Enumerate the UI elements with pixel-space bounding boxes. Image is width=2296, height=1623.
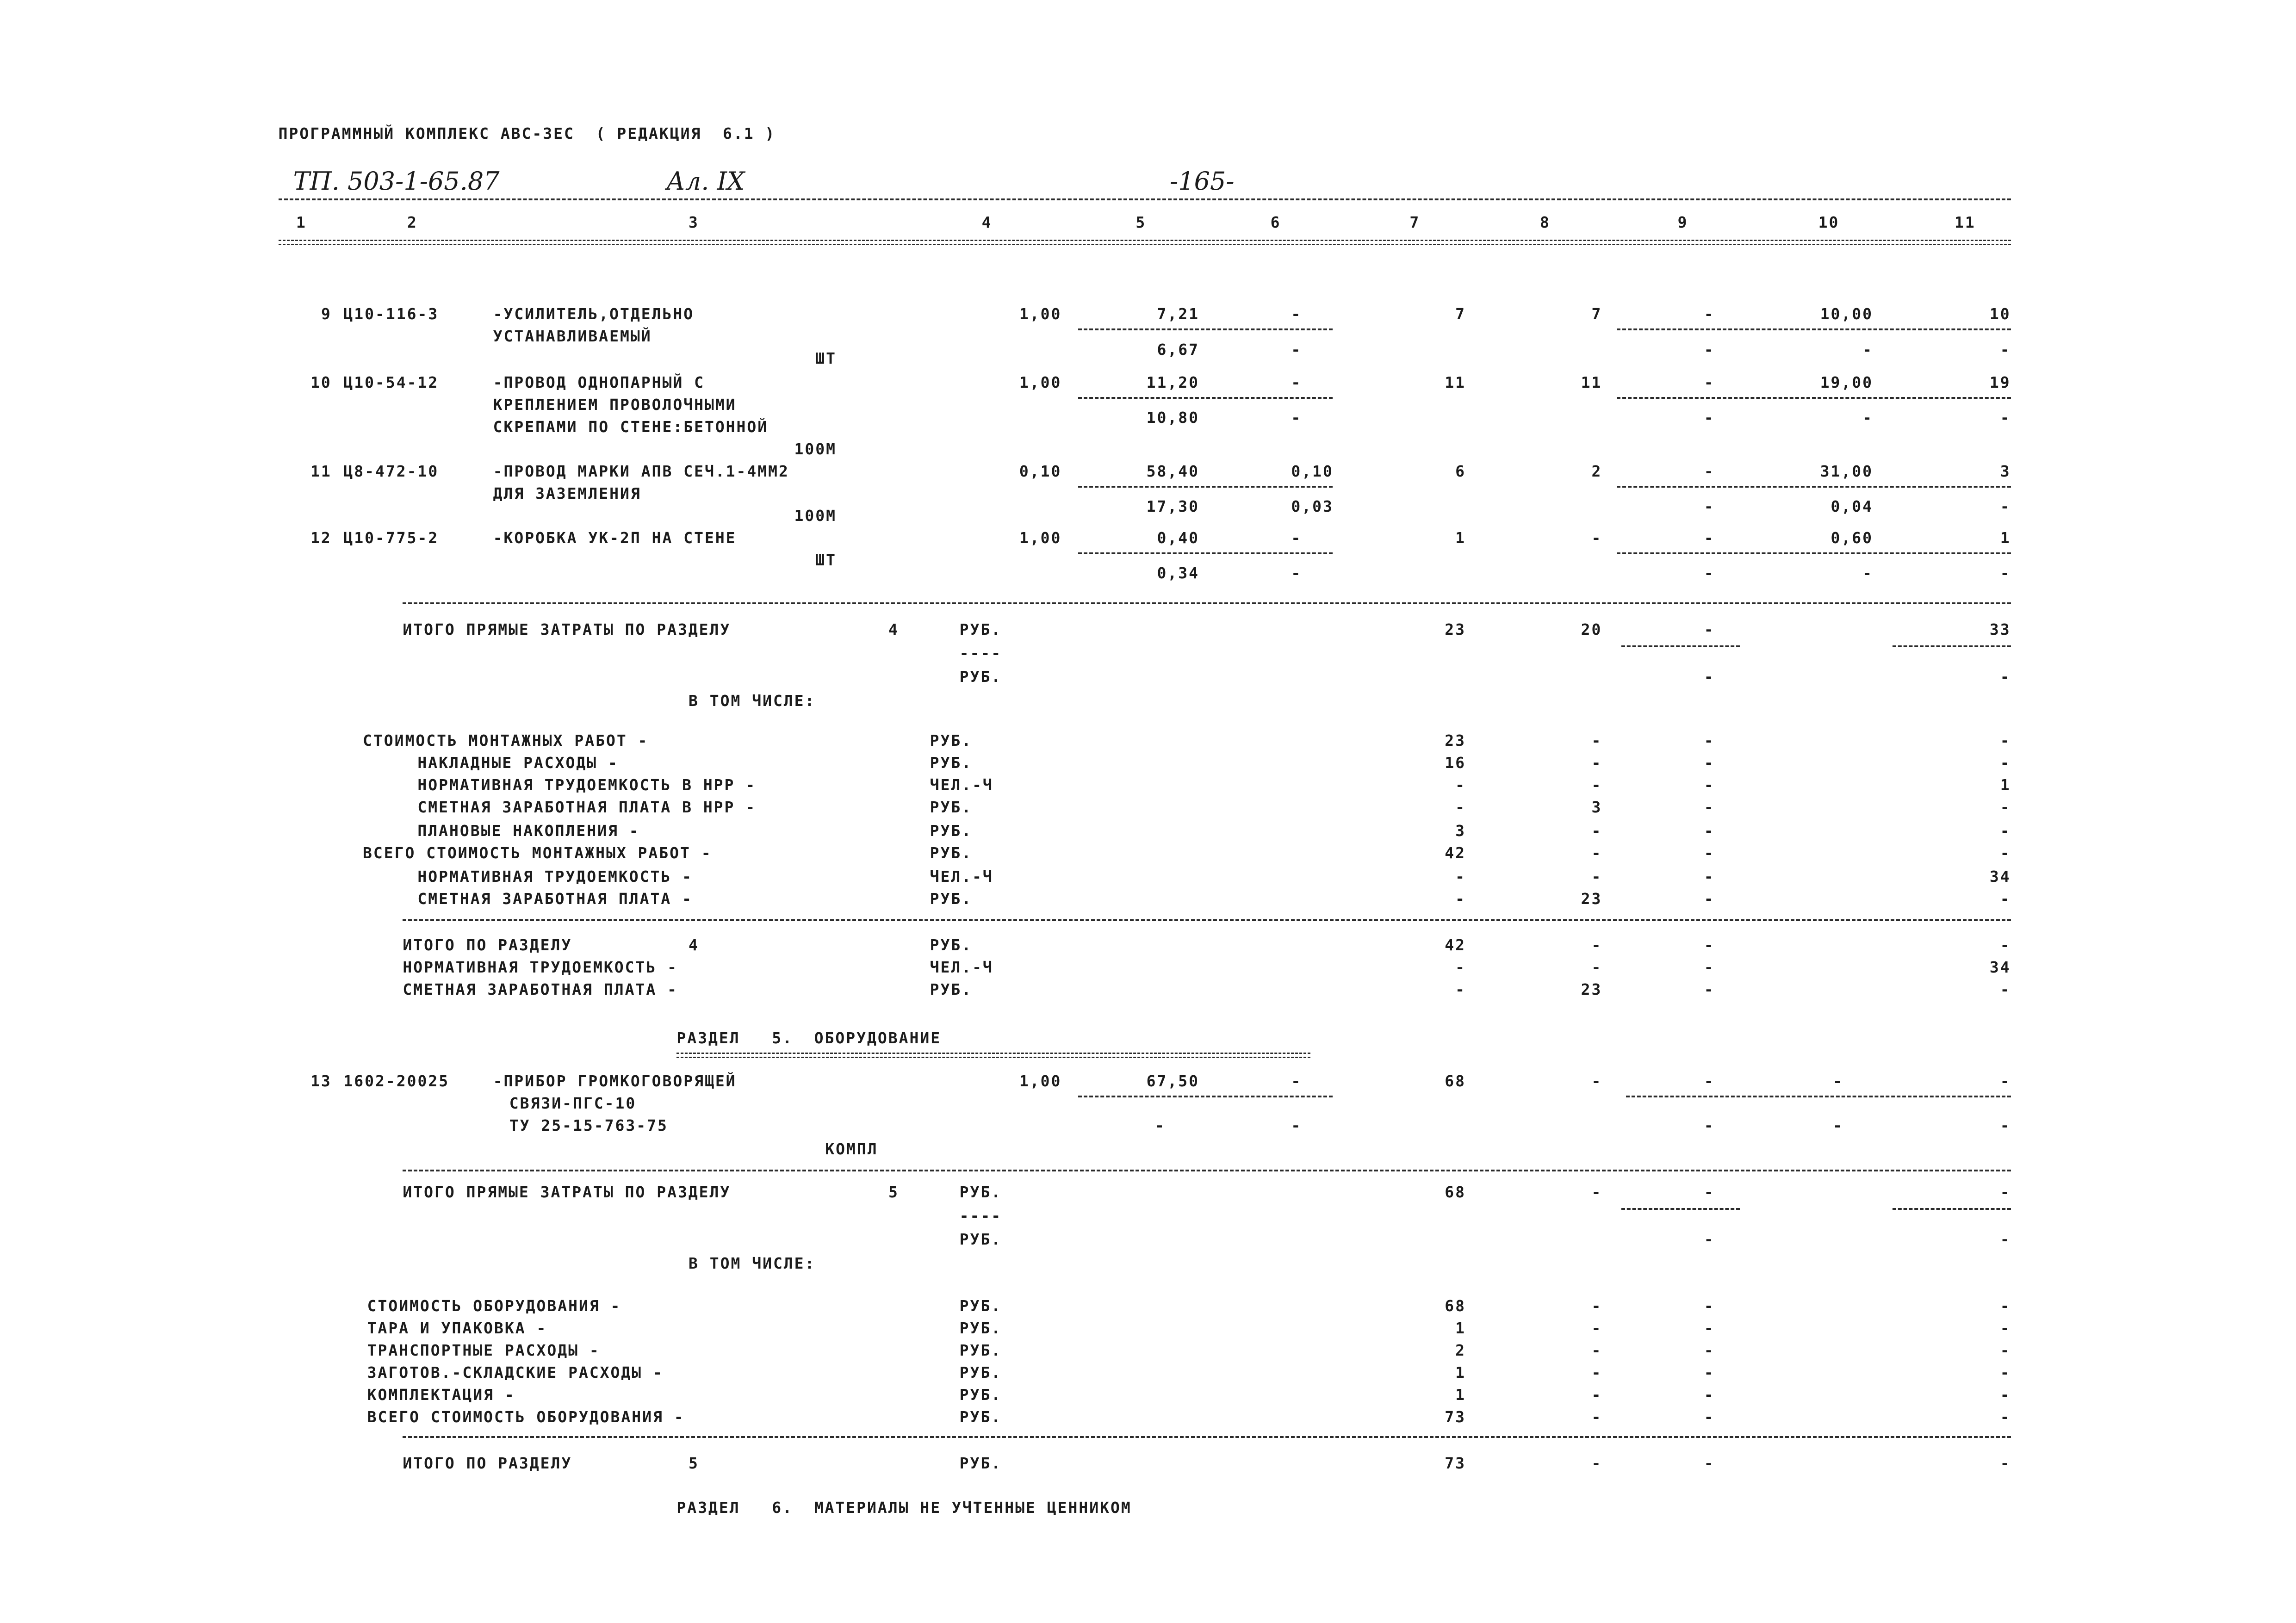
item-13-c10-bottom: - — [1833, 1116, 1843, 1134]
item-9-c7: 7 — [1455, 305, 1466, 323]
item-12-c6-bottom: - — [1291, 564, 1302, 582]
item-12-c5-bottom: 0,34 — [1157, 564, 1199, 582]
section5-row-c8: - — [1591, 1408, 1602, 1426]
section4-row-c8: - — [1591, 731, 1602, 750]
item-13-c9-top: - — [1704, 1072, 1715, 1090]
section4-direct-total-label: ИТОГО ПРЯМЫЕ ЗАТРАТЫ ПО РАЗДЕЛУ — [403, 620, 731, 638]
section4-total-c9: - — [1704, 980, 1715, 998]
section4-row-label: ПЛАНОВЫЕ НАКОПЛЕНИЯ - — [417, 822, 640, 840]
column-header-10: 10 — [1818, 213, 1840, 231]
item-11-c7: 6 — [1455, 462, 1466, 480]
section5-direct-total-c9-rule — [1621, 1208, 1740, 1210]
item-9-unit: ШТ — [815, 349, 837, 368]
section4-row-c9: - — [1704, 867, 1715, 886]
section5-row-c9: - — [1704, 1319, 1715, 1338]
section5-row-unit: РУБ. — [959, 1297, 1002, 1315]
item-9-c9-bottom: - — [1704, 341, 1715, 359]
item-10-c9-bottom: - — [1704, 409, 1715, 427]
section4-direct-total-c11-rule — [1893, 645, 2011, 647]
section4-row-label: НАКЛАДНЫЕ РАСХОДЫ - — [417, 754, 619, 772]
doc-code: ТП. 503-1-65.87 — [293, 166, 500, 196]
section4-rows-rule — [403, 919, 2011, 921]
items-rule — [403, 602, 2011, 604]
column-header-4: 4 — [981, 213, 993, 231]
column-header-5: 5 — [1136, 213, 1147, 231]
section4-row-c7: 23 — [1445, 731, 1466, 750]
section4-total-unit: ЧЕЛ.-Ч — [930, 958, 993, 976]
item-11-c10-bottom: 0,04 — [1831, 497, 1873, 516]
section4-row-label: СМЕТНАЯ ЗАРАБОТНАЯ ПЛАТА - — [417, 890, 693, 908]
section5-row-c9: - — [1704, 1386, 1715, 1404]
item-12-c9-bottom: - — [1704, 564, 1715, 582]
section5-heading-rule — [676, 1053, 1310, 1058]
item-10-c9-11-rule — [1617, 397, 2011, 399]
section5-row-c9: - — [1704, 1408, 1715, 1426]
item-9-c6-top: - — [1291, 305, 1302, 323]
section4-row-c7: - — [1455, 867, 1466, 886]
item-12-c10-top: 0,60 — [1831, 528, 1873, 547]
section4-total-c9: - — [1704, 958, 1715, 976]
item-10-unit: 100М — [794, 440, 837, 458]
section5-row-c7: 1 — [1455, 1319, 1466, 1338]
section4-row-c8: 23 — [1581, 890, 1602, 908]
section5-row-label: ЗАГОТОВ.-СКЛАДСКИЕ РАСХОДЫ - — [367, 1363, 664, 1382]
section4-row-label: НОРМАТИВНАЯ ТРУДОЕМКОСТЬ В НРР - — [417, 776, 757, 794]
item-11-code: Ц8-472-10 — [343, 462, 439, 480]
section4-total-c7: 42 — [1445, 935, 1466, 954]
section4-row-c8: - — [1591, 867, 1602, 886]
section5-row-unit: РУБ. — [959, 1386, 1002, 1404]
section4-total-c11: - — [2000, 980, 2011, 998]
item-9-c6-bottom: - — [1291, 341, 1302, 359]
item-11-c9-bottom: - — [1704, 497, 1715, 516]
section4-row-c8: - — [1591, 844, 1602, 862]
item-10-name-line: -ПРОВОД ОДНОПАРНЫЙ С — [493, 373, 705, 391]
section4-row-c8: - — [1591, 754, 1602, 772]
item-11-c6-top: 0,10 — [1291, 462, 1334, 480]
section4-row-c11: - — [2000, 731, 2011, 750]
section4-row-unit: РУБ. — [930, 844, 973, 862]
section5-direct-total-c11-rule — [1893, 1208, 2011, 1210]
item-13-name-line: -ПРИБОР ГРОМКОГОВОРЯЩЕЙ — [493, 1072, 737, 1090]
section5-total-c8: - — [1591, 1454, 1602, 1472]
item-10-c6-bottom: - — [1291, 409, 1302, 427]
section5-row-c11: - — [2000, 1319, 2011, 1338]
item-11-c11-bottom: - — [2000, 497, 2011, 516]
section4-row-c11: - — [2000, 890, 2011, 908]
item-9-name-line: -УСИЛИТЕЛЬ,ОТДЕЛЬНО — [493, 305, 695, 323]
section4-row-c7: - — [1455, 798, 1466, 816]
item-10-c9-top: - — [1704, 373, 1715, 391]
item-12-c8: - — [1591, 528, 1602, 547]
section4-row-unit: РУБ. — [930, 731, 973, 750]
section4-total-num: 4 — [689, 935, 699, 954]
section5-row-c7: 68 — [1445, 1297, 1466, 1315]
section4-direct-total-c8: 20 — [1581, 620, 1602, 638]
section5-row-c8: - — [1591, 1363, 1602, 1382]
item-11-c5-bottom: 17,30 — [1146, 497, 1199, 516]
section5-total-unit: РУБ. — [959, 1454, 1002, 1472]
header-rule-top — [279, 198, 2011, 200]
item-13-c6-bottom: - — [1291, 1116, 1302, 1134]
item-13-c5-bottom: - — [1155, 1116, 1166, 1134]
section4-total-c7: - — [1455, 980, 1466, 998]
section5-row-c11: - — [2000, 1363, 2011, 1382]
section5-total-c11: - — [2000, 1454, 2011, 1472]
item-13-c11-bottom: - — [2000, 1116, 2011, 1134]
item-13-number: 13 — [310, 1072, 332, 1090]
section4-total-c11: - — [2000, 935, 2011, 954]
column-header-8: 8 — [1540, 213, 1551, 231]
section4-direct-total-c9-rule — [1621, 645, 1740, 647]
item-11-name-line: ДЛЯ ЗАЗЕМЛЕНИЯ — [493, 484, 641, 502]
section4-row-c8: - — [1591, 822, 1602, 840]
column-header-9: 9 — [1677, 213, 1688, 231]
item-13-name-line: ТУ 25-15-763-75 — [509, 1116, 668, 1134]
column-header-6: 6 — [1270, 213, 1281, 231]
section4-direct-total-c9-bottom: - — [1704, 668, 1715, 686]
section5-row-c9: - — [1704, 1297, 1715, 1315]
item-13-name-line: СВЯЗИ-ПГС-10 — [509, 1094, 637, 1112]
section5-total-label: ИТОГО ПО РАЗДЕЛУ — [403, 1454, 572, 1472]
item-12-c9-11-rule — [1617, 552, 2011, 554]
column-header-3: 3 — [689, 213, 699, 231]
section4-direct-total-unit: РУБ. — [959, 620, 1002, 638]
item-13-c5-top: 67,50 — [1146, 1072, 1199, 1090]
section4-total-label: СМЕТНАЯ ЗАРАБОТНАЯ ПЛАТА - — [403, 980, 678, 998]
section4-row-c11: - — [2000, 844, 2011, 862]
section5-row-unit: РУБ. — [959, 1408, 1002, 1426]
section4-row-c9: - — [1704, 798, 1715, 816]
section5-row-c7: 2 — [1455, 1341, 1466, 1360]
section5-direct-total-c9-bottom: - — [1704, 1230, 1715, 1249]
section4-direct-total-c7: 23 — [1445, 620, 1466, 638]
section4-direct-total-mid: ---- — [959, 644, 1002, 663]
section5-row-label: ТРАНСПОРТНЫЕ РАСХОДЫ - — [367, 1341, 600, 1360]
section4-row-unit: РУБ. — [930, 890, 973, 908]
section5-row-c11: - — [2000, 1386, 2011, 1404]
item-11-c9-top: - — [1704, 462, 1715, 480]
section4-total-c8: - — [1591, 958, 1602, 976]
item-11-c8: 2 — [1591, 462, 1602, 480]
item-10-c5-top: 11,20 — [1146, 373, 1199, 391]
section4-row-c11: 1 — [2000, 776, 2011, 794]
section4-row-label: СМЕТНАЯ ЗАРАБОТНАЯ ПЛАТА В НРР - — [417, 798, 757, 816]
item-10-c5-bottom: 10,80 — [1146, 409, 1199, 427]
item-11-c5-top: 58,40 — [1146, 462, 1199, 480]
section5-total-num: 5 — [689, 1454, 699, 1472]
section5-row-c8: - — [1591, 1386, 1602, 1404]
section4-row-c9: - — [1704, 844, 1715, 862]
section4-total-unit: РУБ. — [930, 935, 973, 954]
section5-direct-total-c7: 68 — [1445, 1183, 1466, 1201]
item-13-qty: 1,00 — [1019, 1072, 1062, 1090]
section4-row-c9: - — [1704, 822, 1715, 840]
item-11-unit: 100М — [794, 506, 837, 525]
item-10-name-line: СКРЕПАМИ ПО СТЕНЕ:БЕТОННОЙ — [493, 417, 769, 436]
section5-row-unit: РУБ. — [959, 1341, 1002, 1360]
section5-row-label: ТАРА И УПАКОВКА - — [367, 1319, 547, 1338]
item-13-c9-bottom: - — [1704, 1116, 1715, 1134]
item-9-c9-11-rule — [1617, 328, 2011, 330]
item-9-c11-top: 10 — [1989, 305, 2011, 323]
item-9-c56-rule — [1078, 328, 1333, 330]
item-13-c10-top: - — [1833, 1072, 1843, 1090]
section5-row-c8: - — [1591, 1297, 1602, 1315]
section5-row-label: ВСЕГО СТОИМОСТЬ ОБОРУДОВАНИЯ - — [367, 1408, 685, 1426]
item-12-c7: 1 — [1455, 528, 1466, 547]
item-11-c6-bottom: 0,03 — [1291, 497, 1334, 516]
section5-row-c8: - — [1591, 1319, 1602, 1338]
item-10-code: Ц10-54-12 — [343, 373, 439, 391]
section5-rows-rule — [403, 1436, 2011, 1438]
section4-incl-label: В ТОМ ЧИСЛЕ: — [689, 691, 816, 710]
item-10-c8: 11 — [1581, 373, 1602, 391]
item-12-c9-top: - — [1704, 528, 1715, 547]
item-9-c10-bottom: - — [1862, 341, 1873, 359]
item-11-name-line: -ПРОВОД МАРКИ АПВ СЕЧ.1-4ММ2 — [493, 462, 789, 480]
item-10-c6-top: - — [1291, 373, 1302, 391]
item-10-c10-top: 19,00 — [1820, 373, 1873, 391]
section5-row-unit: РУБ. — [959, 1319, 1002, 1338]
item-10-c7: 11 — [1445, 373, 1466, 391]
item-13-code: 1602-20025 — [343, 1072, 450, 1090]
section4-direct-total-c9-top: - — [1704, 620, 1715, 638]
item-13-c9-11-rule — [1626, 1096, 2011, 1097]
item-10-c11-bottom: - — [2000, 409, 2011, 427]
section5-item-rule — [403, 1170, 2011, 1171]
section5-row-c9: - — [1704, 1341, 1715, 1360]
section5-direct-total-mid: ---- — [959, 1207, 1002, 1225]
section4-row-c11: 34 — [1989, 867, 2011, 886]
item-11-c11-top: 3 — [2000, 462, 2011, 480]
item-12-c6-top: - — [1291, 528, 1302, 547]
section5-heading: РАЗДЕЛ 5. ОБОРУДОВАНИЕ — [676, 1029, 942, 1047]
item-10-c56-rule — [1078, 397, 1333, 399]
section4-direct-total-c11-bottom: - — [2000, 668, 2011, 686]
section4-total-unit: РУБ. — [930, 980, 973, 998]
section4-total-c7: - — [1455, 958, 1466, 976]
item-10-c11-top: 19 — [1989, 373, 2011, 391]
section4-row-c11: - — [2000, 822, 2011, 840]
section5-direct-total-c11-bottom: - — [2000, 1230, 2011, 1249]
column-header-1: 1 — [296, 213, 307, 231]
item-10-number: 10 — [310, 373, 332, 391]
column-header-7: 7 — [1409, 213, 1421, 231]
item-13-unit: КОМПЛ — [825, 1140, 878, 1158]
section5-row-c7: 1 — [1455, 1386, 1466, 1404]
section5-direct-total-unit2: РУБ. — [959, 1230, 1002, 1249]
section5-row-c11: - — [2000, 1341, 2011, 1360]
section4-total-c8: - — [1591, 935, 1602, 954]
section5-row-c7: 73 — [1445, 1408, 1466, 1426]
section5-row-unit: РУБ. — [959, 1363, 1002, 1382]
section4-direct-total-c11-top: 33 — [1989, 620, 2011, 638]
header-rule-bottom — [279, 240, 2011, 245]
section5-incl-label: В ТОМ ЧИСЛЕ: — [689, 1254, 816, 1272]
section4-total-c9: - — [1704, 935, 1715, 954]
section5-total-c9: - — [1704, 1454, 1715, 1472]
section4-total-c8: 23 — [1581, 980, 1602, 998]
item-11-qty: 0,10 — [1019, 462, 1062, 480]
section5-direct-total-unit: РУБ. — [959, 1183, 1002, 1201]
section4-row-c8: 3 — [1591, 798, 1602, 816]
item-9-c5-bottom: 6,67 — [1157, 341, 1199, 359]
item-12-c5-top: 0,40 — [1157, 528, 1199, 547]
section5-row-c11: - — [2000, 1408, 2011, 1426]
section4-row-unit: РУБ. — [930, 754, 973, 772]
section4-row-label: СТОИМОСТЬ МОНТАЖНЫХ РАБОТ - — [363, 731, 649, 750]
section4-row-unit: РУБ. — [930, 798, 973, 816]
section4-row-c8: - — [1591, 776, 1602, 794]
item-11-c9-11-rule — [1617, 486, 2011, 488]
section4-row-unit: РУБ. — [930, 822, 973, 840]
program-title: ПРОГРАММНЫЙ КОМПЛЕКС АВС-3ЕС ( РЕДАКЦИЯ 6.1 ) — [278, 124, 776, 142]
section4-row-label: ВСЕГО СТОИМОСТЬ МОНТАЖНЫХ РАБОТ - — [363, 844, 712, 862]
section5-direct-total-c11-top: - — [2000, 1183, 2011, 1201]
section4-direct-total-unit2: РУБ. — [959, 668, 1002, 686]
item-10-qty: 1,00 — [1019, 373, 1062, 391]
item-13-c8: - — [1591, 1072, 1602, 1090]
item-12-c56-rule — [1078, 552, 1333, 554]
section6-heading: РАЗДЕЛ 6. МАТЕРИАЛЫ НЕ УЧТЕННЫЕ ЦЕННИКОМ — [676, 1498, 1132, 1517]
item-9-c11-bottom: - — [2000, 341, 2011, 359]
item-11-c56-rule — [1078, 486, 1333, 488]
item-12-c11-bottom: - — [2000, 564, 2011, 582]
section4-row-c11: - — [2000, 754, 2011, 772]
section4-row-c9: - — [1704, 776, 1715, 794]
section5-row-c11: - — [2000, 1297, 2011, 1315]
item-11-c10-top: 31,00 — [1820, 462, 1873, 480]
section4-row-label: НОРМАТИВНАЯ ТРУДОЕМКОСТЬ - — [417, 867, 693, 886]
column-header-11: 11 — [1955, 213, 1976, 231]
section5-direct-total-c9-top: - — [1704, 1183, 1715, 1201]
section5-row-label: КОМПЛЕКТАЦИЯ - — [367, 1386, 515, 1404]
item-9-code: Ц10-116-3 — [343, 305, 439, 323]
item-9-c9-top: - — [1704, 305, 1715, 323]
section4-row-c7: 42 — [1445, 844, 1466, 862]
section5-row-c8: - — [1591, 1341, 1602, 1360]
item-10-name-line: КРЕПЛЕНИЕМ ПРОВОЛОЧНЫМИ — [493, 395, 737, 414]
item-12-name-line: -КОРОБКА УК-2П НА СТЕНЕ — [493, 528, 737, 547]
section5-direct-total-c8: - — [1591, 1183, 1602, 1201]
section4-total-c11: 34 — [1989, 958, 2011, 976]
item-9-number: 9 — [321, 305, 332, 323]
item-9-c8: 7 — [1591, 305, 1602, 323]
column-header-2: 2 — [407, 213, 418, 231]
section4-row-c7: 16 — [1445, 754, 1466, 772]
item-12-qty: 1,00 — [1019, 528, 1062, 547]
section5-row-c7: 1 — [1455, 1363, 1466, 1382]
item-9-qty: 1,00 — [1019, 305, 1062, 323]
section4-direct-total-section-number: 4 — [888, 620, 899, 638]
section4-row-c11: - — [2000, 798, 2011, 816]
section5-total-c7: 73 — [1445, 1454, 1466, 1472]
item-9-c5-top: 7,21 — [1157, 305, 1199, 323]
section4-row-c7: - — [1455, 890, 1466, 908]
page-number: -165- — [1170, 166, 1235, 196]
section4-row-c7: 3 — [1455, 822, 1466, 840]
section4-total-label: НОРМАТИВНАЯ ТРУДОЕМКОСТЬ - — [403, 958, 678, 976]
section4-row-unit: ЧЕЛ.-Ч — [930, 776, 993, 794]
section5-row-c9: - — [1704, 1363, 1715, 1382]
item-11-number: 11 — [310, 462, 332, 480]
section4-row-c9: - — [1704, 890, 1715, 908]
item-12-c10-bottom: - — [1862, 564, 1873, 582]
section4-row-c7: - — [1455, 776, 1466, 794]
item-13-c56-rule — [1078, 1096, 1333, 1097]
item-13-c7: 68 — [1445, 1072, 1466, 1090]
item-9-name-line: УСТАНАВЛИВАЕМЫЙ — [493, 327, 652, 346]
section5-direct-total-label: ИТОГО ПРЯМЫЕ ЗАТРАТЫ ПО РАЗДЕЛУ — [403, 1183, 731, 1201]
item-12-number: 12 — [310, 528, 332, 547]
section4-row-c9: - — [1704, 731, 1715, 750]
item-13-c11-top: - — [2000, 1072, 2011, 1090]
section5-row-label: СТОИМОСТЬ ОБОРУДОВАНИЯ - — [367, 1297, 621, 1315]
item-12-code: Ц10-775-2 — [343, 528, 439, 547]
item-12-c11-top: 1 — [2000, 528, 2011, 547]
section5-direct-total-section-number: 5 — [888, 1183, 899, 1201]
section4-row-unit: ЧЕЛ.-Ч — [930, 867, 993, 886]
item-10-c10-bottom: - — [1862, 409, 1873, 427]
item-9-c10-top: 10,00 — [1820, 305, 1873, 323]
section4-total-label: ИТОГО ПО РАЗДЕЛУ — [403, 935, 572, 954]
album-number: Ал. IX — [666, 166, 745, 196]
section4-row-c9: - — [1704, 754, 1715, 772]
item-13-c6-top: - — [1291, 1072, 1302, 1090]
item-12-unit: ШТ — [815, 551, 837, 569]
